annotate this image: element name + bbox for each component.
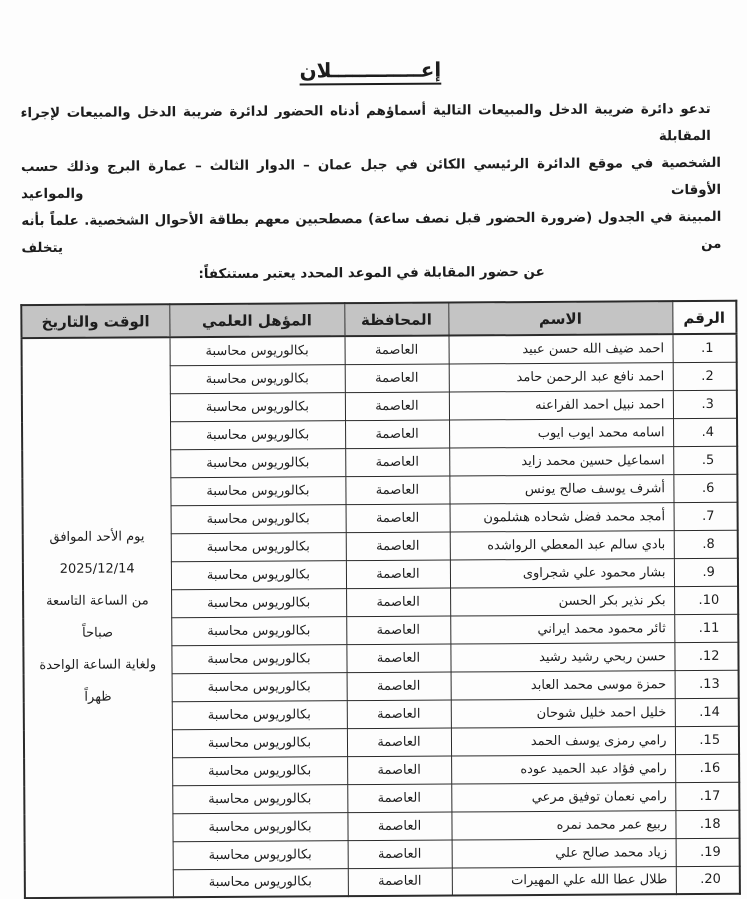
- row-number: 1.: [673, 334, 737, 362]
- row-name: احمد نبيل احمد الفراعنه: [450, 390, 674, 419]
- row-governorate: العاصمة: [346, 476, 450, 505]
- row-qualification: بكالوريوس محاسبة: [172, 560, 347, 589]
- row-name: ربيع عمر محمد نمره: [452, 810, 676, 839]
- row-qualification: بكالوريوس محاسبة: [174, 840, 349, 869]
- col-header-number: الرقم: [673, 301, 737, 334]
- row-qualification: بكالوريوس محاسبة: [171, 336, 346, 365]
- row-governorate: العاصمة: [348, 672, 452, 701]
- row-number: 16.: [676, 754, 740, 782]
- row-number: 9.: [675, 558, 739, 586]
- row-name: أشرف يوسف صالح يونس: [450, 474, 674, 503]
- roster-table: [21, 300, 742, 899]
- row-number: 4.: [674, 418, 738, 446]
- row-governorate: العاصمة: [346, 420, 450, 449]
- row-governorate: العاصمة: [347, 644, 451, 673]
- intro-line-3: المبينة في الجدول (ضرورة الحضور قبل نصف ساعة) مصطحبين معهم بطاقة الأحوال الشخصية. علماً بأنه من يتخلف: [22, 209, 723, 257]
- row-governorate: العاصمة: [347, 504, 451, 533]
- schedule-line: يوم الأحد الموافق: [50, 529, 146, 545]
- row-governorate: العاصمة: [346, 364, 450, 393]
- schedule-cell: [23, 337, 174, 898]
- roster-table-header: [22, 301, 737, 338]
- row-governorate: العاصمة: [346, 336, 450, 365]
- row-governorate: العاصمة: [348, 812, 452, 841]
- row-number: 10.: [675, 586, 739, 614]
- row-governorate: العاصمة: [347, 560, 451, 589]
- col-header-governorate: المحافظة: [345, 303, 449, 337]
- row-governorate: العاصمة: [347, 588, 451, 617]
- row-number: 11.: [675, 614, 739, 642]
- page-title: إعـــــــــــــلان: [300, 57, 443, 83]
- row-name: اسماعيل حسين محمد زايد: [450, 446, 674, 475]
- row-name: اسامه محمد ايوب ايوب: [450, 418, 674, 447]
- row-name: رامي نعمان توفيق مرعي: [452, 782, 676, 811]
- row-governorate: العاصمة: [347, 616, 451, 645]
- row-number: 2.: [674, 362, 738, 390]
- row-name: احمد ضيف الله حسن عبيد: [450, 334, 674, 363]
- row-name: بكر نذير بكر الحسن: [451, 586, 675, 615]
- row-name: أمجد محمد فضل شحاده هشلمون: [451, 502, 675, 531]
- row-number: 20.: [677, 866, 741, 894]
- schedule-line: من الساعة التاسعة: [47, 593, 150, 609]
- row-governorate: العاصمة: [348, 700, 452, 729]
- row-name: خليل احمد خليل شوحان: [452, 698, 676, 727]
- row-name: رامي رمزى يوسف الحمد: [452, 726, 676, 755]
- row-name: زياد محمد صالح علي: [453, 838, 677, 867]
- row-qualification: بكالوريوس محاسبة: [174, 868, 349, 897]
- row-qualification: بكالوريوس محاسبة: [173, 728, 348, 757]
- table-body: [23, 334, 741, 898]
- row-qualification: بكالوريوس محاسبة: [172, 532, 347, 561]
- row-name: رامي فؤاد عبد الحميد عوده: [452, 754, 676, 783]
- row-name: حمزة موسى محمد العابد: [452, 670, 676, 699]
- row-qualification: بكالوريوس محاسبة: [173, 784, 348, 813]
- row-name: بادي سالم عبد المعطي الرواشده: [451, 530, 675, 559]
- row-governorate: العاصمة: [348, 728, 452, 757]
- col-header-qualification: المؤهل العلمي: [170, 303, 345, 337]
- schedule-line: ظهراً: [85, 689, 113, 705]
- row-qualification: بكالوريوس محاسبة: [171, 476, 346, 505]
- intro-line-2: الشخصية في موقع الدائرة الرئيسي الكائن في جبل عمان – الدوار الثالث – عمارة البرج وذلك حسب الأوقات والمواعيد: [21, 155, 723, 203]
- row-number: 18.: [676, 810, 740, 838]
- row-qualification: بكالوريوس محاسبة: [172, 504, 347, 533]
- row-governorate: العاصمة: [349, 868, 453, 897]
- col-header-datetime: الوقت والتاريخ: [22, 304, 170, 338]
- row-name: طلال عطا الله علي المهيرات: [453, 866, 677, 895]
- col-header-name: الاسم: [449, 301, 673, 335]
- row-governorate: العاصمة: [349, 840, 453, 869]
- row-governorate: العاصمة: [346, 448, 450, 477]
- row-qualification: بكالوريوس محاسبة: [172, 616, 347, 645]
- row-number: 14.: [676, 698, 740, 726]
- row-name: بشار محمود علي شجراوى: [451, 558, 675, 587]
- row-number: 15.: [676, 726, 740, 754]
- row-name: احمد نافع عبد الرحمن حامد: [450, 362, 674, 391]
- table-row: [23, 334, 738, 366]
- row-number: 12.: [675, 642, 739, 670]
- intro-line-1: تدعو دائرة ضريبة الدخل والمبيعات التالية أسماؤهم أدناه الحضور لدائرة ضريبة الدخل والمبيعات لإجراء المقابلة: [21, 101, 712, 145]
- row-qualification: بكالوريوس محاسبة: [171, 392, 346, 421]
- row-qualification: بكالوريوس محاسبة: [173, 756, 348, 785]
- row-qualification: بكالوريوس محاسبة: [171, 364, 346, 393]
- row-governorate: العاصمة: [347, 532, 451, 561]
- row-governorate: العاصمة: [348, 784, 452, 813]
- row-number: 19.: [677, 838, 741, 866]
- row-governorate: العاصمة: [346, 392, 450, 421]
- row-name: حسن ربحي رشيد رشيد: [451, 642, 675, 671]
- row-qualification: بكالوريوس محاسبة: [173, 672, 348, 701]
- row-number: 17.: [676, 782, 740, 810]
- intro-line-4: عن حضور المقابلة في الموعد المحدد يعتبر مستنكفاً:: [199, 264, 546, 283]
- row-qualification: بكالوريوس محاسبة: [171, 420, 346, 449]
- row-number: 3.: [674, 390, 738, 418]
- row-name: ثائر محمود محمد ايراني: [451, 614, 675, 643]
- row-number: 13.: [676, 670, 740, 698]
- row-number: 7.: [675, 502, 739, 530]
- schedule-line: ولغاية الساعة الواحدة: [40, 657, 158, 674]
- row-number: 5.: [674, 446, 738, 474]
- row-governorate: العاصمة: [348, 756, 452, 785]
- row-qualification: بكالوريوس محاسبة: [173, 700, 348, 729]
- row-qualification: بكالوريوس محاسبة: [173, 812, 348, 841]
- schedule-line: صباحاً: [83, 625, 115, 641]
- row-qualification: بكالوريوس محاسبة: [171, 448, 346, 477]
- row-qualification: بكالوريوس محاسبة: [172, 644, 347, 673]
- row-number: 8.: [675, 530, 739, 558]
- row-number: 6.: [674, 474, 738, 502]
- row-qualification: بكالوريوس محاسبة: [172, 588, 347, 617]
- intro-paragraph: [22, 96, 723, 289]
- schedule-line: 2025/12/14: [60, 561, 136, 577]
